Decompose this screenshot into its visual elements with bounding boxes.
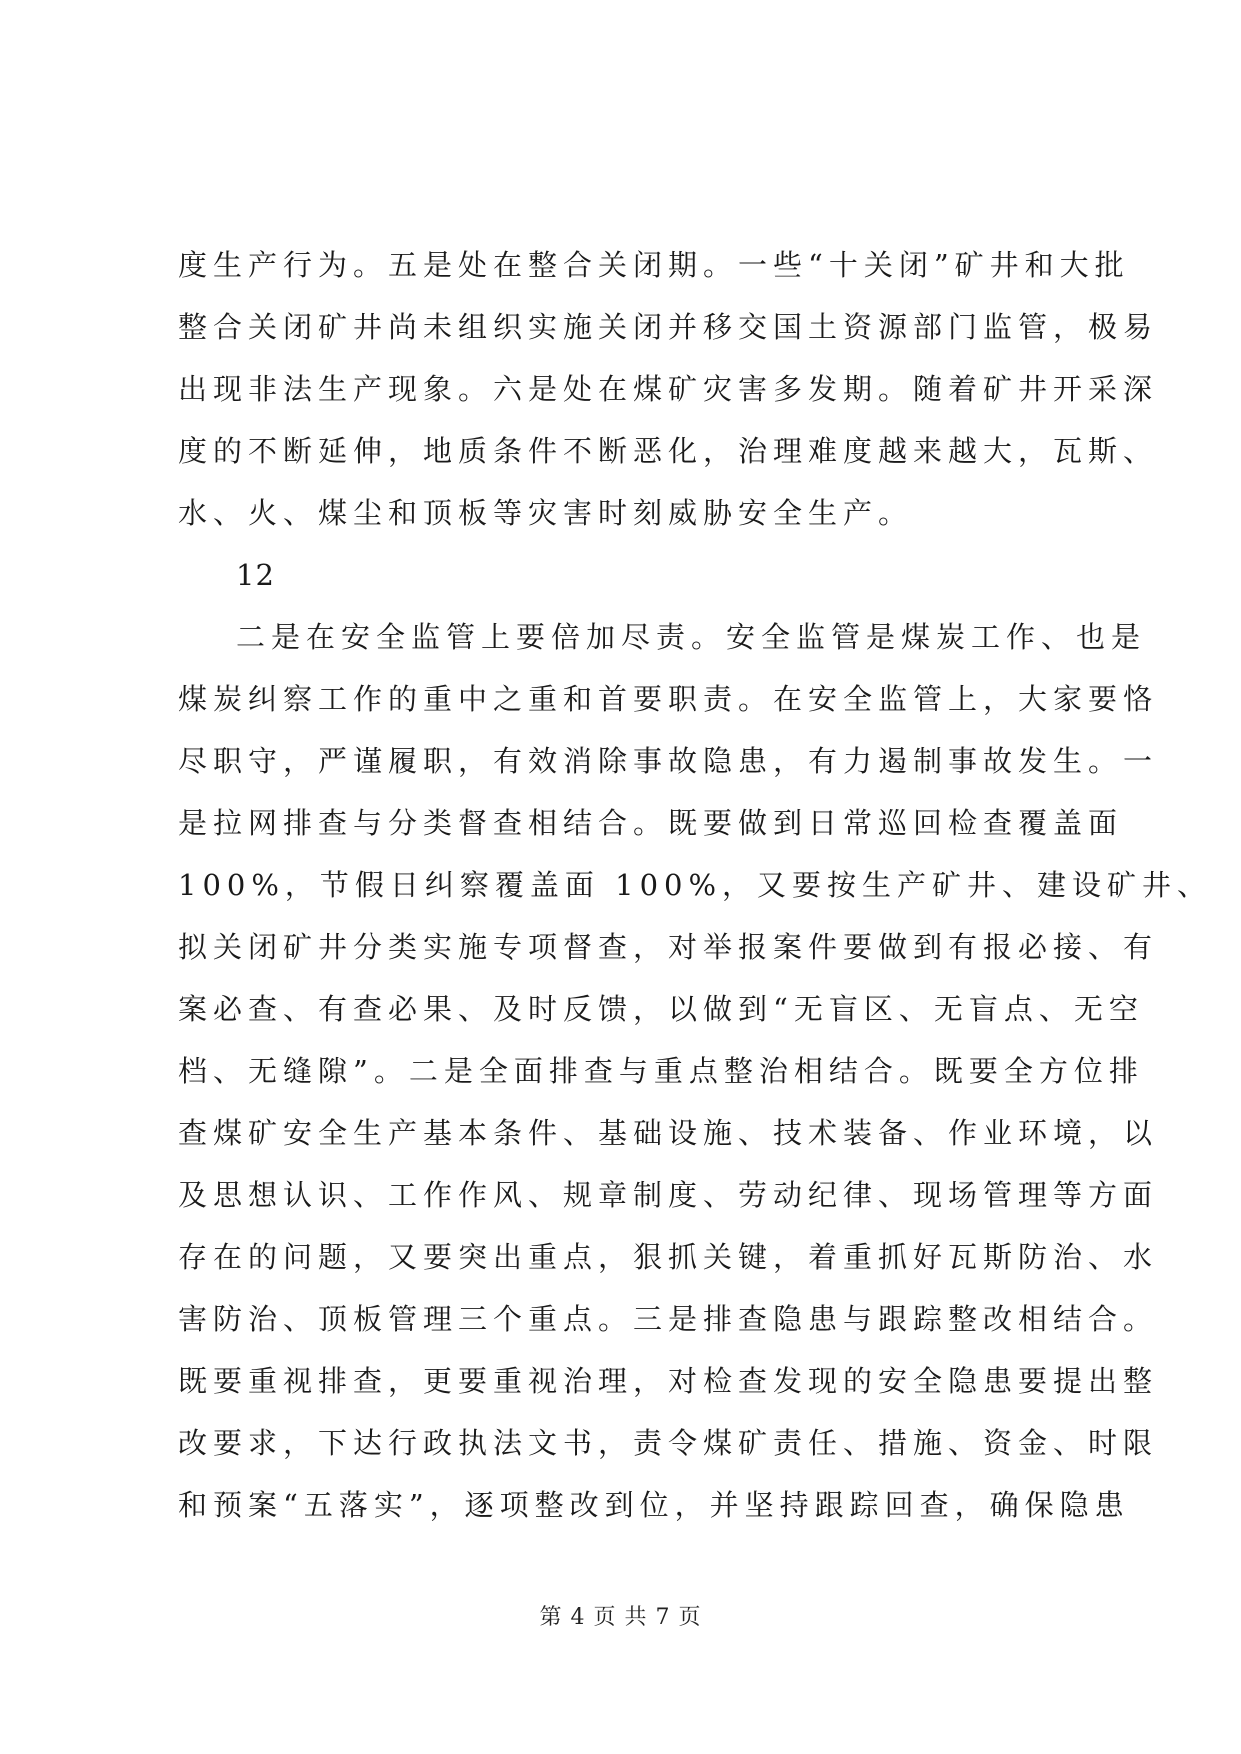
text-line: 尽职守，严谨履职，有效消除事故隐患，有力遏制事故发生。一 xyxy=(178,744,1159,778)
text-line: 查煤矿安全生产基本条件、基础设施、技术装备、作业环境，以 xyxy=(178,1116,1159,1150)
text-line: 和预案“五落实”，逐项整改到位，并坚持跟踪回查，确保隐患 xyxy=(178,1488,1130,1522)
text-line: 煤炭纠察工作的重中之重和首要职责。在安全监管上，大家要恪 xyxy=(178,682,1159,716)
section-number: 12 xyxy=(236,558,275,592)
paragraph-start-line: 二是在安全监管上要倍加尽责。安全监管是煤炭工作、也是 xyxy=(236,620,1147,654)
text-line: 100%，节假日纠察覆盖面 100%，又要按生产矿井、建设矿井、 xyxy=(178,868,1213,902)
page-footer: 第 4 页 共 7 页 xyxy=(539,1605,702,1630)
text-line: 拟关闭矿井分类实施专项督查，对举报案件要做到有报必接、有 xyxy=(178,930,1159,964)
text-line: 度的不断延伸，地质条件不断恶化，治理难度越来越大，瓦斯、 xyxy=(178,434,1159,468)
text-line: 整合关闭矿井尚未组织实施关闭并移交国土资源部门监管，极易 xyxy=(178,310,1159,344)
text-line: 及思想认识、工作作风、规章制度、劳动纪律、现场管理等方面 xyxy=(178,1178,1159,1212)
text-line: 是拉网排查与分类督查相结合。既要做到日常巡回检查覆盖面 xyxy=(178,806,1124,840)
text-line: 档、无缝隙”。二是全面排查与重点整治相结合。既要全方位排 xyxy=(178,1054,1144,1088)
text-line: 存在的问题，又要突出重点，狠抓关键，着重抓好瓦斯防治、水 xyxy=(178,1240,1159,1274)
text-line: 度生产行为。五是处在整合关闭期。一些“十关闭”矿井和大批 xyxy=(178,248,1130,282)
text-line: 既要重视排查，更要重视治理，对检查发现的安全隐患要提出整 xyxy=(178,1364,1159,1398)
text-line: 出现非法生产现象。六是处在煤矿灾害多发期。随着矿井开采深 xyxy=(178,372,1159,406)
text-line: 改要求，下达行政执法文书，责令煤矿责任、措施、资金、时限 xyxy=(178,1426,1159,1460)
text-line: 案必查、有查必果、及时反馈，以做到“无盲区、无盲点、无空 xyxy=(178,992,1144,1026)
text-line: 害防治、顶板管理三个重点。三是排查隐患与跟踪整改相结合。 xyxy=(178,1302,1159,1336)
body-text xyxy=(178,234,1213,1536)
text-line: 水、火、煤尘和顶板等灾害时刻威胁安全生产。 xyxy=(178,496,914,530)
